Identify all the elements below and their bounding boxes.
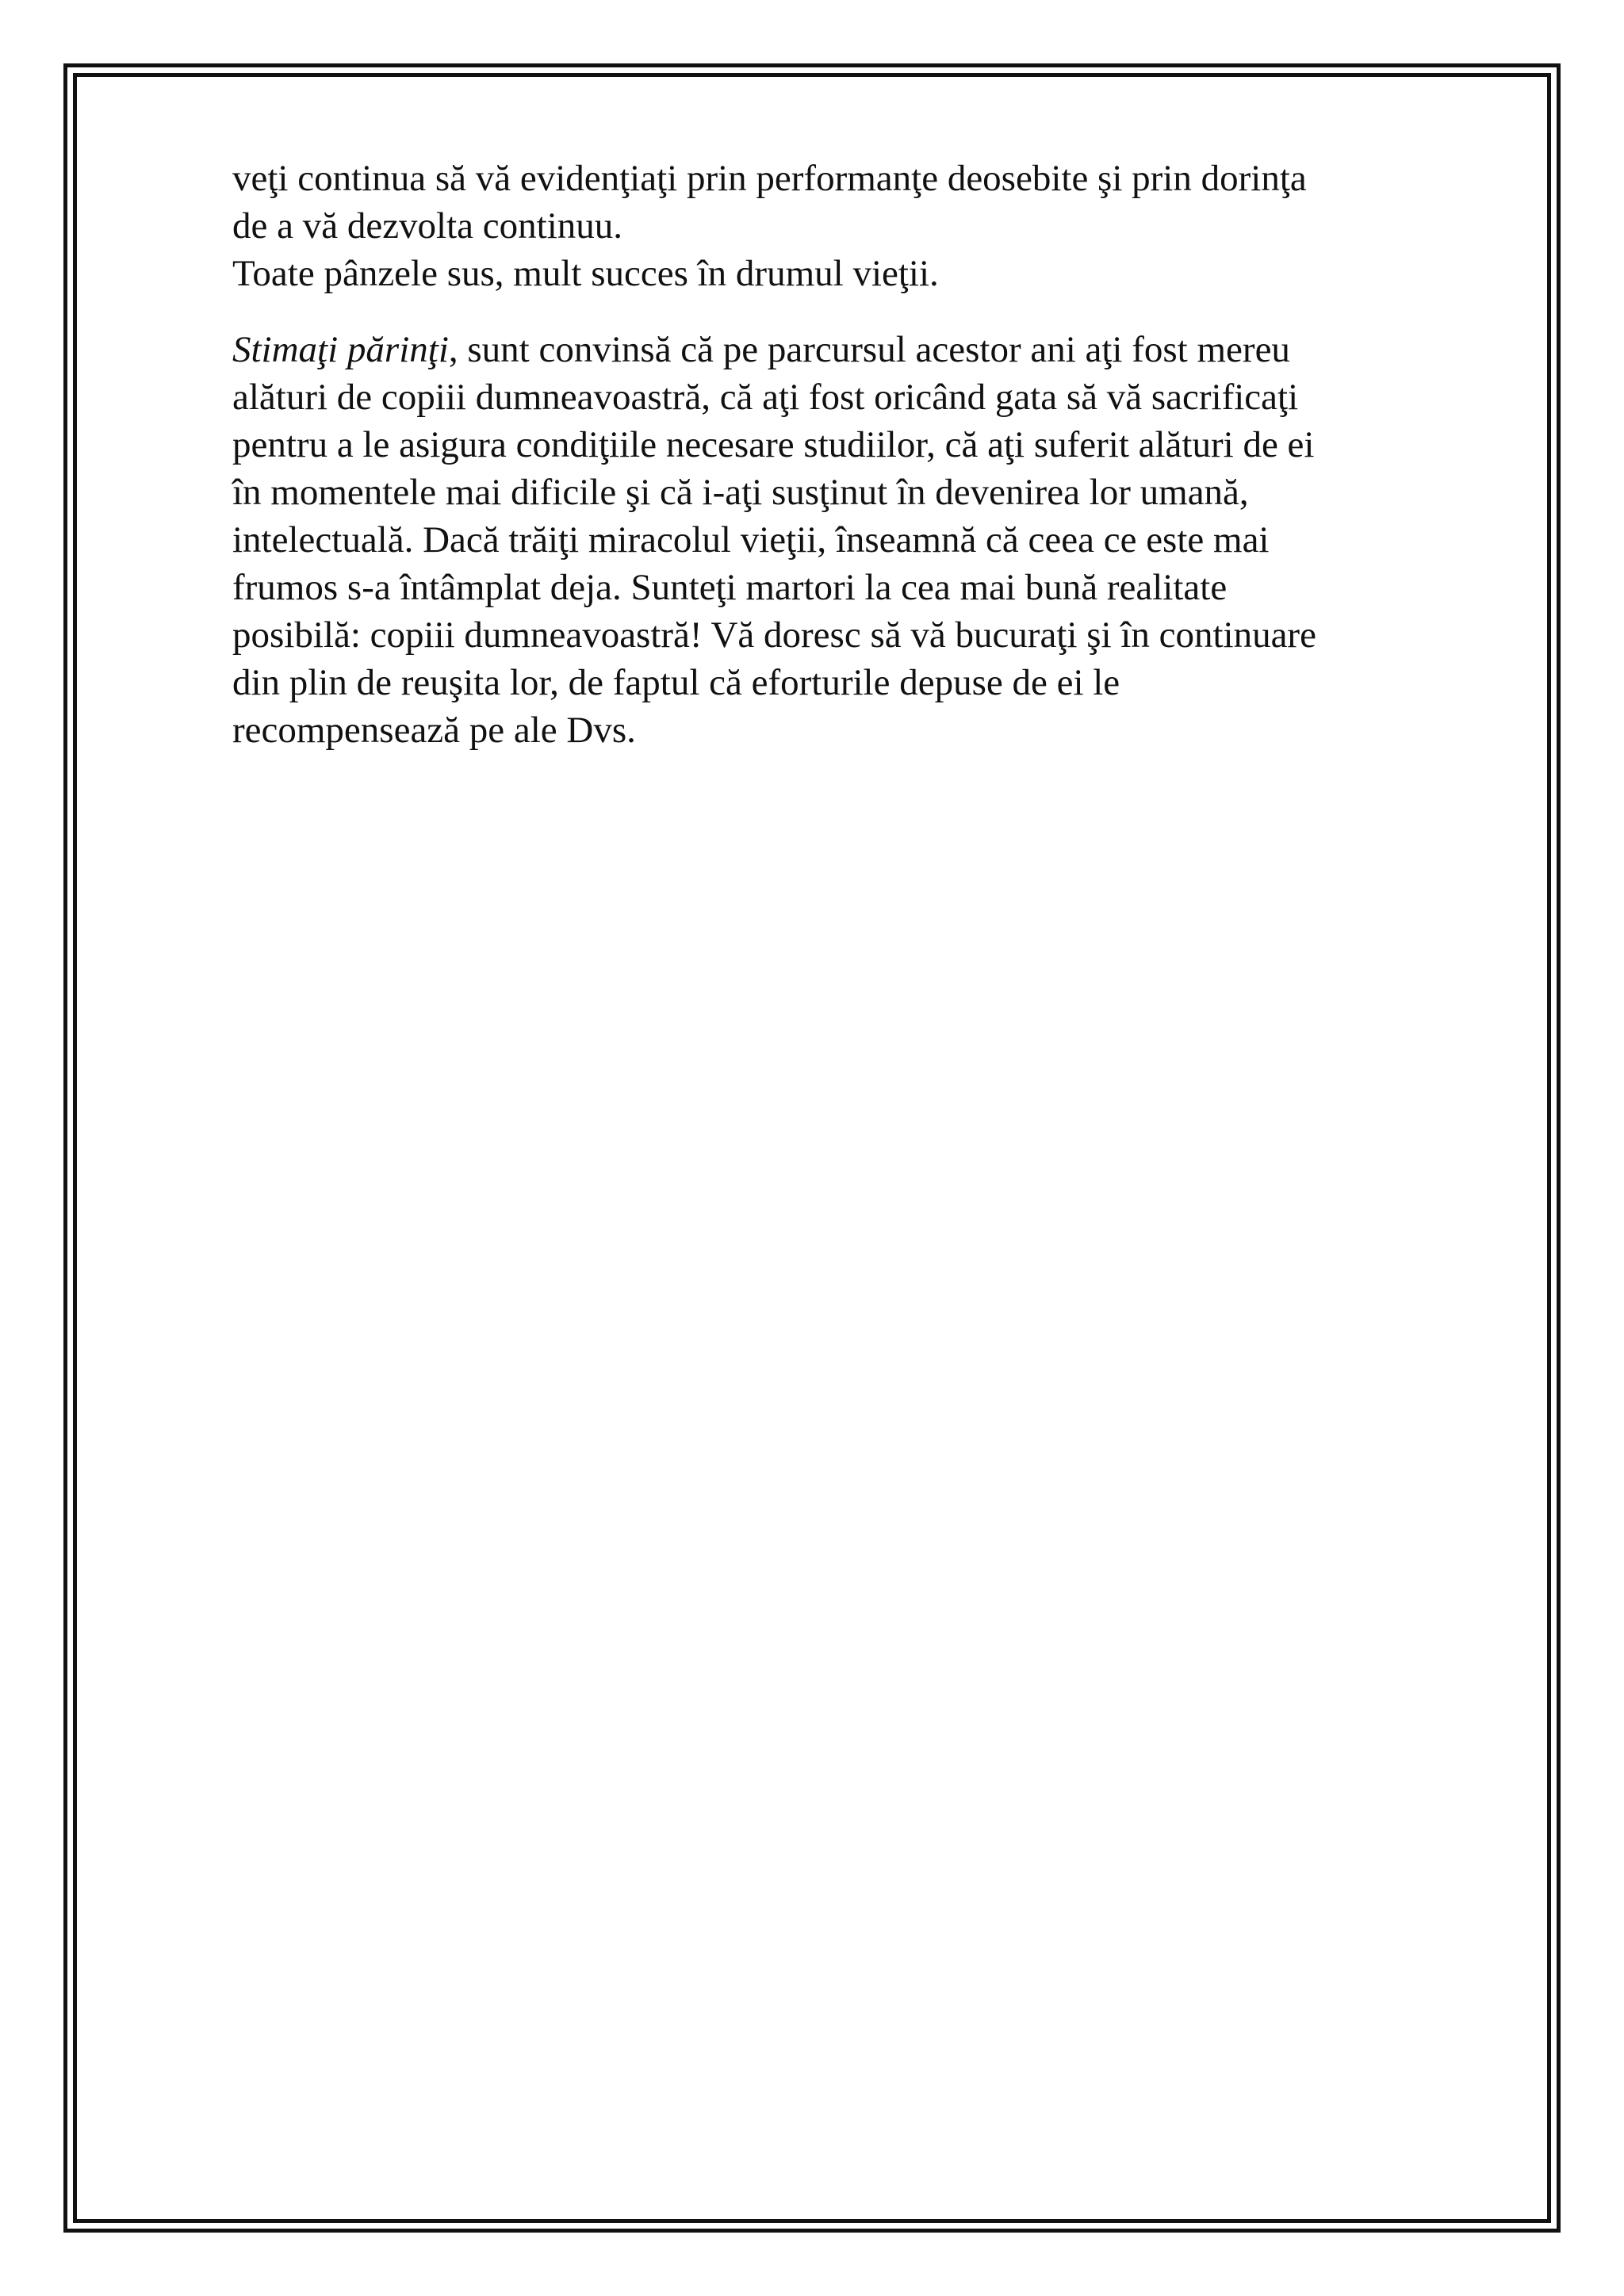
text-line: din plin de reuşita lor, de faptul că eforturile depuse de ei le (232, 662, 1120, 703)
text-line: alături de copiii dumneavoastră, că aţi fost oricând gata să vă sacrificaţi (232, 377, 1299, 418)
text-line: în momentele mai dificile şi că i-aţi susţinut în devenirea lor umană, (232, 472, 1249, 513)
text-line: intelectuală. Dacă trăiţi miracolul vieţii, înseamnă că ceea ce este mai (232, 519, 1270, 561)
paragraph-spacing (232, 297, 1533, 326)
paragraph-parents-address (232, 326, 1533, 754)
text-line: frumos s-a întâmplat deja. Sunteţi martori la cea mai bună realitate (232, 567, 1228, 608)
salutation-italic: Stimaţi părinţi (232, 329, 449, 370)
document-body (232, 155, 1533, 754)
text-line: veţi continua să vă evidenţiaţi prin performanţe deosebite şi prin dorinţa (232, 158, 1307, 199)
text-line (232, 326, 1533, 373)
text-line: pentru a le asigura condiţiile necesare studiilor, că aţi suferit alături de ei (232, 424, 1315, 465)
text-line: Toate pânzele sus, mult succes în drumul vieţii. (232, 253, 939, 294)
text-line: recompensează pe ale Dvs. (232, 710, 636, 751)
text-line: de a vă dezvolta continuu. (232, 205, 623, 247)
paragraph-closing-students (232, 155, 1533, 297)
text-line: posibilă: copiii dumneavoastră! Vă doresc să vă bucuraţi şi în continuare (232, 614, 1316, 656)
text-fragment: , sunt convinsă că pe parcursul acestor ani aţi fost mereu (448, 329, 1290, 370)
